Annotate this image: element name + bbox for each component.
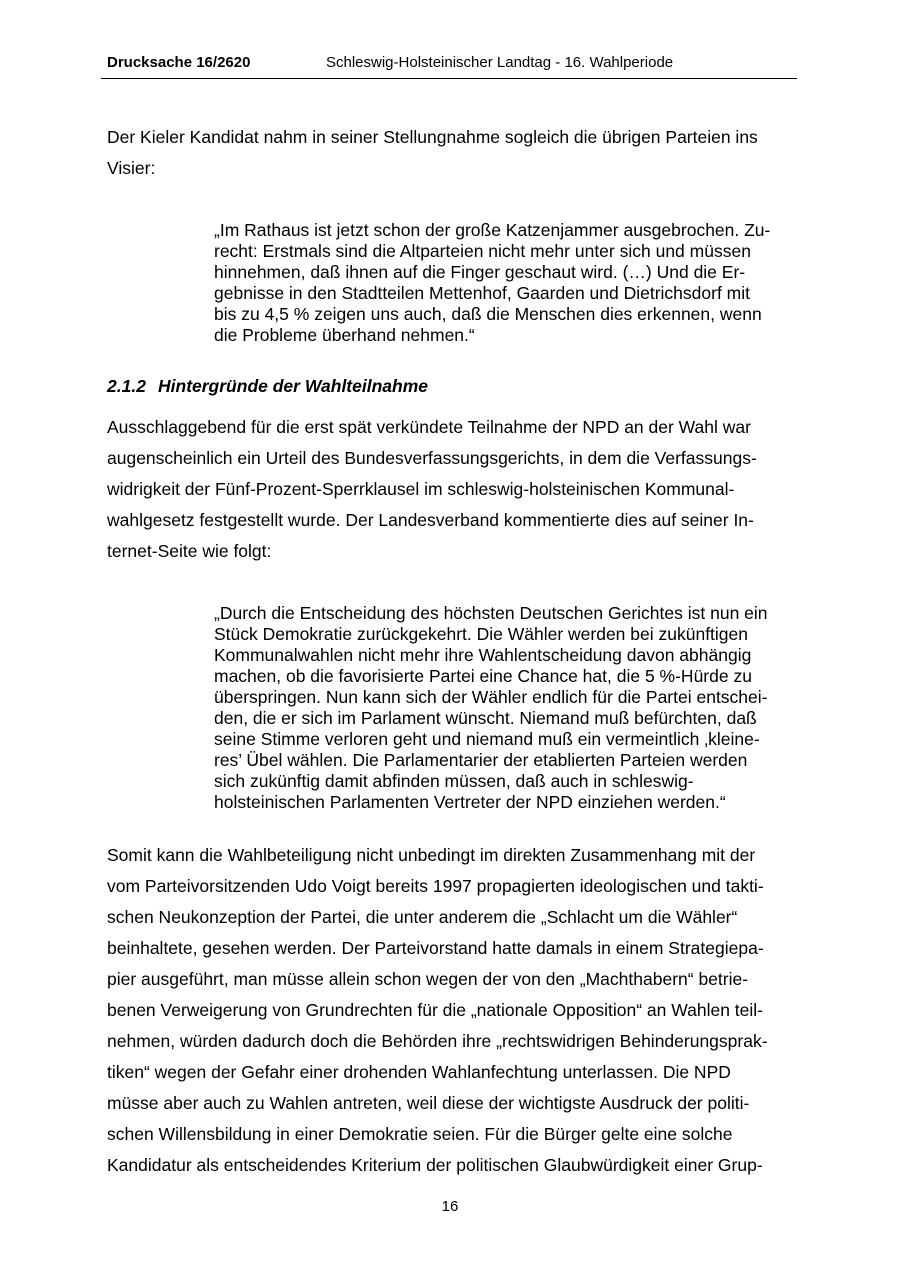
paragraph-line: müsse aber auch zu Wahlen antreten, weil diese der wichtigste Ausdruck der politi-	[107, 1093, 750, 1113]
paragraph-line: widrigkeit der Fünf-Prozent-Sperrklausel im schleswig-holsteinischen Kommunal-	[107, 479, 735, 499]
page-number: 16	[441, 1198, 459, 1215]
intro-line: Visier:	[107, 158, 156, 178]
paragraph-line: nehmen, würden dadurch doch die Behörden ihre „rechtswidrigen Behinderungsprak-	[107, 1031, 768, 1051]
quote-line: „Im Rathaus ist jetzt schon der große Katzenjammer ausgebrochen. Zu-	[214, 220, 771, 240]
section-heading	[107, 376, 428, 397]
quote-line: Kommunalwahlen nicht mehr ihre Wahlentscheidung davon abhängig	[214, 645, 752, 665]
paragraph-line: benen Verweigerung von Grundrechten für die „nationale Opposition“ an Wahlen teil-	[107, 1000, 764, 1020]
page-header	[101, 52, 797, 79]
block-quote	[214, 603, 804, 813]
quote-line: gebnisse in den Stadtteilen Mettenhof, Gaarden und Dietrichsdorf mit	[214, 283, 751, 303]
paragraph-line: Kandidatur als entscheidendes Kriterium der politischen Glaubwürdigkeit einer Grup-	[107, 1155, 763, 1175]
quote-line: überspringen. Nun kann sich der Wähler endlich für die Partei entschei-	[214, 687, 768, 707]
paragraph-line: Ausschlaggebend für die erst spät verkündete Teilnahme der NPD an der Wahl war	[107, 417, 751, 437]
quote-line: den, die er sich im Parlament wünscht. Niemand muß befürchten, daß	[214, 708, 757, 728]
quote-line: holsteinischen Parlamenten Vertreter der NPD einziehen werden.“	[214, 792, 726, 812]
quote-line: machen, ob die favorisierte Partei eine Chance hat, die 5 %-Hürde zu	[214, 666, 752, 686]
block-quote	[214, 220, 804, 346]
quote-line: res’ Übel wählen. Die Parlamentarier der etablierten Parteien werden	[214, 750, 748, 770]
quote-line: Stück Demokratie zurückgekehrt. Die Wähler werden bei zukünftigen	[214, 624, 748, 644]
header-title: Schleswig-Holsteinischer Landtag - 16. Wahlperiode	[326, 54, 674, 71]
quote-line: recht: Erstmals sind die Altparteien nicht mehr unter sich und müssen	[214, 241, 751, 261]
section-number: 2.1.2	[107, 376, 146, 396]
quote-line: „Durch die Entscheidung des höchsten Deutschen Gerichtes ist nun ein	[214, 603, 768, 623]
paragraph-line: Somit kann die Wahlbeteiligung nicht unbedingt im direkten Zusammenhang mit der	[107, 845, 756, 865]
quote-line: sich zukünftig damit abfinden müssen, daß auch in schleswig-	[214, 771, 694, 791]
paragraph-line: schen Willensbildung in einer Demokratie seien. Für die Bürger gelte eine solche	[107, 1124, 733, 1144]
paragraph-line: pier ausgeführt, man müsse allein schon wegen der von den „Machthabern“ betrie-	[107, 969, 749, 989]
quote-line: hinnehmen, daß ihnen auf die Finger geschaut wird. (…) Und die Er-	[214, 262, 746, 282]
paragraph-line: schen Neukonzeption der Partei, die unter anderem die „Schlacht um die Wähler“	[107, 907, 738, 927]
paragraph-line: ternet-Seite wie folgt:	[107, 541, 272, 561]
quote-line: seine Stimme verloren geht und niemand muß ein vermeintlich ‚kleine-	[214, 729, 760, 749]
paragraph-line: beinhaltete, gesehen werden. Der Parteivorstand hatte damals in einem Strategiepa-	[107, 938, 764, 958]
paragraph-line: vom Parteivorsitzenden Udo Voigt bereits 1997 propagierten ideologischen und takti-	[107, 876, 764, 896]
paragraph-line: tiken“ wegen der Gefahr einer drohenden Wahlanfechtung unterlassen. Die NPD	[107, 1062, 731, 1082]
quote-line: bis zu 4,5 % zeigen uns auch, daß die Menschen dies erkennen, wenn	[214, 304, 762, 324]
section-title: Hintergründe der Wahlteilnahme	[158, 376, 428, 396]
intro-line: Der Kieler Kandidat nahm in seiner Stellungnahme sogleich die übrigen Parteien ins	[107, 127, 758, 147]
paragraph-line: wahlgesetz festgestellt wurde. Der Landesverband kommentierte dies auf seiner In-	[107, 510, 754, 530]
document-number: Drucksache 16/2620	[107, 54, 251, 71]
paragraph-line: augenscheinlich ein Urteil des Bundesverfassungsgerichts, in dem die Verfassungs-	[107, 448, 757, 468]
quote-line: die Probleme überhand nehmen.“	[214, 325, 475, 345]
